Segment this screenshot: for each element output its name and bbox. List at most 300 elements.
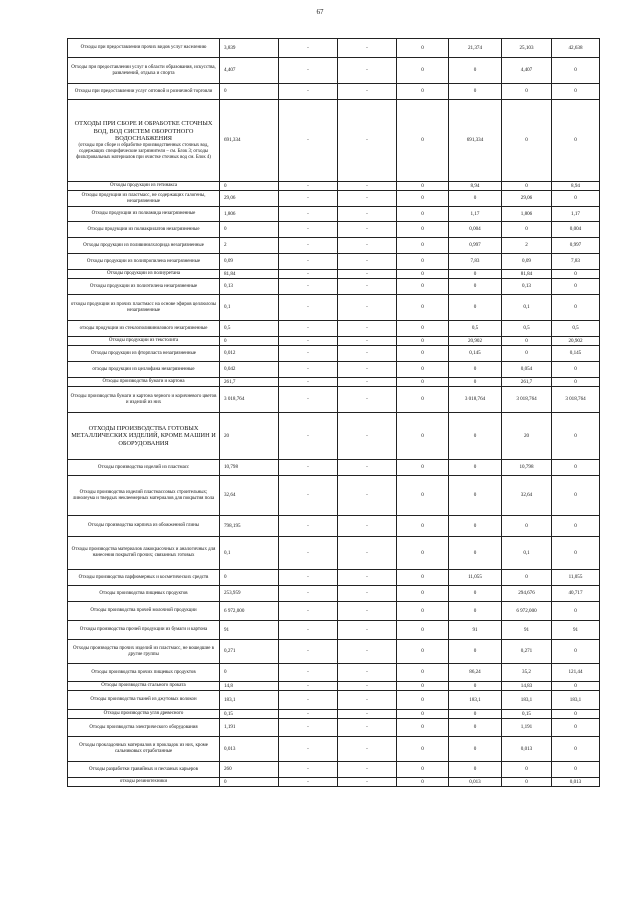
value-cell-col4: 0	[397, 238, 449, 254]
value-cell-col2: -	[279, 222, 338, 238]
value-cell-col4: 0	[397, 279, 449, 295]
value-cell-col5: 0	[449, 279, 502, 295]
value-cell-col4: 0	[397, 640, 449, 664]
value-cell-col7: 0	[552, 737, 600, 762]
value-cell-col3: -	[338, 476, 397, 516]
value-cell-col7: 0	[552, 413, 600, 460]
waste-type-cell	[68, 719, 220, 737]
waste-type-name: Отходы производства изделий из пластмасс	[97, 464, 190, 470]
value-cell-col5: 7,83	[449, 254, 502, 270]
value-cell-col6: 0	[502, 516, 552, 537]
value-cell-col1: 0,012	[220, 346, 279, 362]
waste-type-cell	[68, 58, 220, 84]
value-cell-col1: 0	[220, 337, 279, 346]
value-cell-col2: -	[279, 279, 338, 295]
value-cell-col7: 0	[552, 295, 600, 321]
value-cell-col6: 0,054	[502, 362, 552, 378]
value-cell-col3: -	[338, 537, 397, 570]
value-cell-col3: -	[338, 58, 397, 84]
waste-type-name: Отходы разработки гравийных и песчаных карьеров	[89, 766, 198, 772]
value-cell-col5: 0	[449, 295, 502, 321]
value-cell-col6: 1,191	[502, 719, 552, 737]
value-cell-col3: -	[338, 39, 397, 58]
value-cell-col2: -	[279, 570, 338, 586]
value-cell-col3: -	[338, 191, 397, 207]
value-cell-col7: 0	[552, 378, 600, 387]
value-cell-col6: 4,407	[502, 58, 552, 84]
value-cell-col3: -	[338, 254, 397, 270]
value-cell-col7: 0	[552, 682, 600, 691]
value-cell-col4: 0	[397, 222, 449, 238]
waste-type-name: Отходы продукции из полиамида незагрязненные	[91, 211, 196, 216]
value-cell-col2: -	[279, 58, 338, 84]
value-cell-col1: 0,09	[220, 254, 279, 270]
value-cell-col5: 0	[449, 640, 502, 664]
waste-type-cell	[68, 191, 220, 207]
waste-type-name: Отходы производства материалов лакокрасочных и аналогичных для нанесения покрытий прочих; связанных готовых	[71, 547, 216, 558]
value-cell-col4: 0	[397, 762, 449, 778]
table-row	[68, 337, 600, 346]
value-cell-col2: -	[279, 207, 338, 222]
waste-type-name: Отходы продукции из текстолита	[108, 338, 179, 343]
value-cell-col5: 0	[449, 586, 502, 602]
table-row	[68, 719, 600, 737]
value-cell-col4: 0	[397, 387, 449, 413]
waste-type-name: Отходы производства угля древесного	[103, 711, 184, 716]
value-cell-col2: -	[279, 737, 338, 762]
waste-type-name: ОТХОДЫ ПРОИЗВОДСТВА ГОТОВЫХ МЕТАЛЛИЧЕСКИХ ИЗДЕЛИЙ, КРОМЕ МАШИН И ОБОРУДОВАНИЯ	[71, 424, 216, 447]
value-cell-col4: 0	[397, 570, 449, 586]
table-row	[68, 321, 600, 337]
value-cell-col2: -	[279, 84, 338, 100]
value-cell-col2: -	[279, 691, 338, 710]
value-cell-col6: 3 018,764	[502, 387, 552, 413]
waste-type-name: Отходы продукции из полиэтилена незагрязненные	[89, 283, 198, 289]
value-cell-col6: 0,15	[502, 710, 552, 719]
value-cell-col3: -	[338, 321, 397, 337]
value-cell-col2: -	[279, 778, 338, 787]
waste-type-cell	[68, 84, 220, 100]
waste-type-cell	[68, 100, 220, 182]
table-row	[68, 460, 600, 476]
waste-type-cell	[68, 337, 220, 346]
value-cell-col6: 0,13	[502, 279, 552, 295]
value-cell-col6: 0	[502, 337, 552, 346]
value-cell-col1: 4,407	[220, 58, 279, 84]
value-cell-col7: 20,902	[552, 337, 600, 346]
table-row	[68, 664, 600, 682]
value-cell-col4: 0	[397, 337, 449, 346]
table-row	[68, 39, 600, 58]
value-cell-col4: 0	[397, 295, 449, 321]
value-cell-col7: 42,638	[552, 39, 600, 58]
waste-type-name: Отходы производства бумаги и картона	[102, 379, 185, 384]
waste-type-cell	[68, 346, 220, 362]
waste-type-name: Отходы производства изделий пластмассовых строительных; линолеума и твердых неклеемерных материалов для покрытия пола	[72, 489, 215, 501]
value-cell-col5: 0	[449, 537, 502, 570]
value-cell-col7: 11,055	[552, 570, 600, 586]
value-cell-col7: 0,013	[552, 778, 600, 787]
value-cell-col7: 0	[552, 640, 600, 664]
value-cell-col6: 0,013	[502, 737, 552, 762]
value-cell-col7: 8,94	[552, 182, 600, 191]
value-cell-col6: 0,1	[502, 537, 552, 570]
value-cell-col7: 0	[552, 58, 600, 84]
waste-type-cell	[68, 570, 220, 586]
value-cell-col4: 0	[397, 537, 449, 570]
waste-type-cell	[68, 778, 220, 787]
waste-type-cell	[68, 460, 220, 476]
value-cell-col3: -	[338, 362, 397, 378]
value-cell-col4: 0	[397, 100, 449, 182]
value-cell-col6: 1,806	[502, 207, 552, 222]
table-row	[68, 387, 600, 413]
waste-type-cell	[68, 476, 220, 516]
value-cell-col1: 260	[220, 762, 279, 778]
value-cell-col3: -	[338, 378, 397, 387]
table-row	[68, 682, 600, 691]
value-cell-col1: 1,191	[220, 719, 279, 737]
value-cell-col6: 0,1	[502, 295, 552, 321]
value-cell-col7: 0,145	[552, 346, 600, 362]
value-cell-col6: 20	[502, 413, 552, 460]
value-cell-col4: 0	[397, 602, 449, 621]
value-cell-col4: 0	[397, 778, 449, 787]
waste-type-cell	[68, 270, 220, 279]
value-cell-col4: 0	[397, 207, 449, 222]
value-cell-col7: 0	[552, 476, 600, 516]
value-cell-col5: 0	[449, 460, 502, 476]
value-cell-col3: -	[338, 778, 397, 787]
value-cell-col6: 32,64	[502, 476, 552, 516]
waste-type-name: отходы резинотехники	[119, 779, 168, 784]
value-cell-col7: 7,83	[552, 254, 600, 270]
value-cell-col3: -	[338, 691, 397, 710]
waste-type-name: отходы продукции из целлофана незагрязненные	[92, 366, 195, 372]
value-cell-col5: 0	[449, 84, 502, 100]
value-cell-col6: 6 972,000	[502, 602, 552, 621]
table-row	[68, 586, 600, 602]
value-cell-col6: 0	[502, 84, 552, 100]
waste-type-cell	[68, 413, 220, 460]
value-cell-col4: 0	[397, 58, 449, 84]
value-cell-col5: 86,24	[449, 664, 502, 682]
value-cell-col3: -	[338, 238, 397, 254]
value-cell-col2: -	[279, 537, 338, 570]
value-cell-col4: 0	[397, 413, 449, 460]
value-cell-col7: 0	[552, 84, 600, 100]
value-cell-col2: -	[279, 460, 338, 476]
value-cell-col3: -	[338, 346, 397, 362]
waste-type-cell	[68, 762, 220, 778]
value-cell-col1: 0	[220, 182, 279, 191]
waste-type-name: Отходы продукции из гетинакса	[109, 183, 178, 188]
value-cell-col1: 6 972,000	[220, 602, 279, 621]
waste-type-cell	[68, 691, 220, 710]
waste-type-name: Отходы производства парфюмерных и косметических средств	[78, 574, 209, 580]
table-row	[68, 362, 600, 378]
value-cell-col5: 0,145	[449, 346, 502, 362]
waste-type-cell	[68, 387, 220, 413]
value-cell-col7: 3 018,764	[552, 387, 600, 413]
value-cell-col3: -	[338, 182, 397, 191]
waste-type-name: Отходы продукции из фторпласта незагрязненные	[91, 350, 196, 356]
waste-type-name: Отходы производства стального проката	[101, 683, 186, 688]
value-cell-col4: 0	[397, 346, 449, 362]
value-cell-col2: -	[279, 295, 338, 321]
value-cell-col3: -	[338, 222, 397, 238]
value-cell-col3: -	[338, 84, 397, 100]
waste-type-name: Отходы при предоставлении прочих видов услуг населению	[80, 45, 207, 50]
value-cell-col3: -	[338, 586, 397, 602]
waste-type-cell	[68, 207, 220, 222]
waste-type-name: Отходы при предоставлении услуг оптовой и розничной торговли	[74, 88, 213, 94]
value-cell-col3: -	[338, 460, 397, 476]
waste-type-cell	[68, 238, 220, 254]
table-row	[68, 378, 600, 387]
value-cell-col7: 183,1	[552, 691, 600, 710]
value-cell-col3: -	[338, 413, 397, 460]
table-row	[68, 100, 600, 182]
value-cell-col7: 0,004	[552, 222, 600, 238]
waste-type-cell	[68, 279, 220, 295]
value-cell-col5: 691,334	[449, 100, 502, 182]
value-cell-col5: 11,055	[449, 570, 502, 586]
value-cell-col3: -	[338, 270, 397, 279]
table-row	[68, 222, 600, 238]
value-cell-col1: 0	[220, 570, 279, 586]
value-cell-col1: 253,959	[220, 586, 279, 602]
value-cell-col5: 0,997	[449, 238, 502, 254]
value-cell-col6: 14,83	[502, 682, 552, 691]
value-cell-col6: 294,676	[502, 586, 552, 602]
value-cell-col6: 0	[502, 222, 552, 238]
waste-type-cell	[68, 682, 220, 691]
value-cell-col4: 0	[397, 664, 449, 682]
value-cell-col1: 29,06	[220, 191, 279, 207]
table-row	[68, 346, 600, 362]
value-cell-col1: 14,8	[220, 682, 279, 691]
value-cell-col4: 0	[397, 270, 449, 279]
value-cell-col5: 0	[449, 270, 502, 279]
waste-type-cell	[68, 537, 220, 570]
value-cell-col7: 0	[552, 762, 600, 778]
waste-type-cell	[68, 586, 220, 602]
value-cell-col2: -	[279, 710, 338, 719]
waste-type-name: Отходы прокладочных материалов и прокладок из них, кроме сальниковых отработанные	[79, 743, 208, 754]
table-row	[68, 778, 600, 787]
value-cell-col7: 0	[552, 602, 600, 621]
value-cell-col5: 0,013	[449, 778, 502, 787]
value-cell-col4: 0	[397, 719, 449, 737]
value-cell-col6: 0,09	[502, 254, 552, 270]
value-cell-col7: 0,5	[552, 321, 600, 337]
waste-type-name: отходы продукции из прочих пластмасс на основе эфиров целлюлозы незагрязненные	[70, 301, 217, 313]
value-cell-col7: 0	[552, 710, 600, 719]
value-cell-col3: -	[338, 640, 397, 664]
value-cell-col6: 91	[502, 621, 552, 640]
waste-type-cell	[68, 710, 220, 719]
waste-type-cell	[68, 295, 220, 321]
value-cell-col7: 121,44	[552, 664, 600, 682]
value-cell-col4: 0	[397, 321, 449, 337]
value-cell-col3: -	[338, 100, 397, 182]
value-cell-col5: 8,94	[449, 182, 502, 191]
value-cell-col4: 0	[397, 182, 449, 191]
value-cell-col6: 261,7	[502, 378, 552, 387]
value-cell-col3: -	[338, 337, 397, 346]
value-cell-col6: 0,271	[502, 640, 552, 664]
waste-type-name: Отходы производства пищевых продуктов	[99, 590, 188, 596]
value-cell-col5: 20,902	[449, 337, 502, 346]
waste-type-cell	[68, 516, 220, 537]
waste-type-cell	[68, 378, 220, 387]
value-cell-col1: 0	[220, 222, 279, 238]
table-row	[68, 570, 600, 586]
value-cell-col3: -	[338, 682, 397, 691]
value-cell-col4: 0	[397, 516, 449, 537]
waste-type-cell	[68, 737, 220, 762]
value-cell-col4: 0	[397, 621, 449, 640]
value-cell-col4: 0	[397, 710, 449, 719]
value-cell-col1: 2	[220, 238, 279, 254]
table-row	[68, 84, 600, 100]
waste-type-name: Отходы продукции из пластмасс, не содержащих галогены, незагрязненные	[81, 192, 206, 204]
value-cell-col5: 0,5	[449, 321, 502, 337]
value-cell-col7: 0	[552, 516, 600, 537]
value-cell-col5: 0	[449, 682, 502, 691]
table-row	[68, 279, 600, 295]
value-cell-col1: 183,1	[220, 691, 279, 710]
table-row	[68, 537, 600, 570]
value-cell-col2: -	[279, 621, 338, 640]
value-cell-col6: 0	[502, 100, 552, 182]
table-row	[68, 254, 600, 270]
waste-table-body	[68, 39, 600, 787]
waste-table	[67, 38, 600, 787]
value-cell-col5: 0	[449, 58, 502, 84]
waste-type-cell	[68, 222, 220, 238]
value-cell-col2: -	[279, 640, 338, 664]
waste-type-cell	[68, 602, 220, 621]
value-cell-col5: 91	[449, 621, 502, 640]
table-row	[68, 413, 600, 460]
value-cell-col2: -	[279, 254, 338, 270]
value-cell-col1: 798,195	[220, 516, 279, 537]
value-cell-col2: -	[279, 191, 338, 207]
value-cell-col2: -	[279, 100, 338, 182]
value-cell-col7: 40,717	[552, 586, 600, 602]
page-number: 67	[316, 8, 324, 16]
waste-type-cell	[68, 254, 220, 270]
value-cell-col2: -	[279, 682, 338, 691]
waste-type-name: ОТХОДЫ ПРИ СБОРЕ И ОБРАБОТКЕ СТОЧНЫХ ВОД, ВОД СИСТЕМ ОБОРОТНОГО ВОДОСНАБЖЕНИЯ	[74, 120, 213, 143]
value-cell-col7: 0	[552, 270, 600, 279]
value-cell-col5: 183,1	[449, 691, 502, 710]
value-cell-col2: -	[279, 387, 338, 413]
value-cell-col7: 1,17	[552, 207, 600, 222]
value-cell-col3: -	[338, 762, 397, 778]
value-cell-col5: 0	[449, 378, 502, 387]
value-cell-col1: 0	[220, 664, 279, 682]
waste-type-cell	[68, 362, 220, 378]
value-cell-col7: 0	[552, 279, 600, 295]
table-row	[68, 602, 600, 621]
table-row	[68, 710, 600, 719]
value-cell-col2: -	[279, 270, 338, 279]
value-cell-col1: 0,042	[220, 362, 279, 378]
value-cell-col1: 0,271	[220, 640, 279, 664]
value-cell-col4: 0	[397, 460, 449, 476]
value-cell-col4: 0	[397, 84, 449, 100]
value-cell-col2: -	[279, 516, 338, 537]
table-row	[68, 270, 600, 279]
waste-type-name: Отходы производства тканей из джутовых волокон	[90, 697, 197, 702]
value-cell-col1: 10,798	[220, 460, 279, 476]
waste-type-name: Отходы продукции из полипропилена незагрязненные	[86, 258, 201, 264]
value-cell-col7: 0,997	[552, 238, 600, 254]
waste-type-cell	[68, 321, 220, 337]
value-cell-col6: 35,2	[502, 664, 552, 682]
value-cell-col2: -	[279, 39, 338, 58]
value-cell-col1: 0,013	[220, 737, 279, 762]
value-cell-col4: 0	[397, 39, 449, 58]
value-cell-col1: 1,806	[220, 207, 279, 222]
value-cell-col5: 0	[449, 719, 502, 737]
value-cell-col1: 0,15	[220, 710, 279, 719]
waste-type-cell	[68, 640, 220, 664]
table-row	[68, 737, 600, 762]
value-cell-col6: 10,798	[502, 460, 552, 476]
value-cell-col5: 0	[449, 191, 502, 207]
value-cell-col2: -	[279, 238, 338, 254]
value-cell-col6: 29,06	[502, 191, 552, 207]
table-row	[68, 295, 600, 321]
table-row	[68, 516, 600, 537]
waste-type-note: (отходы при сборе и обработке производственных сточных вод, содержащих специфические загрязнители – см. Блок 3; отходы фильтровальных материалов при очистке сточных вод см. Блок 4)	[76, 142, 211, 160]
value-cell-col2: -	[279, 346, 338, 362]
table-row	[68, 207, 600, 222]
value-cell-col1: 81,84	[220, 270, 279, 279]
waste-type-name: Отходы при предоставлении услуг в области образования, искусства, развлечений, отдыха и спорта	[71, 64, 216, 76]
value-cell-col4: 0	[397, 362, 449, 378]
waste-type-name: Отходы продукции из поливинилхлорида незагрязненные	[83, 242, 204, 248]
value-cell-col1: 91	[220, 621, 279, 640]
table-row	[68, 182, 600, 191]
value-cell-col3: -	[338, 516, 397, 537]
value-cell-col1: 32,64	[220, 476, 279, 516]
value-cell-col2: -	[279, 586, 338, 602]
value-cell-col5: 0	[449, 362, 502, 378]
table-row	[68, 191, 600, 207]
value-cell-col7: 0	[552, 191, 600, 207]
value-cell-col3: -	[338, 295, 397, 321]
waste-type-name: Отходы производства бумаги и картона черного и коричневого цветов и изделий из них	[70, 393, 217, 405]
waste-type-name: Отходы производства электрического оборудования	[89, 724, 198, 730]
value-cell-col6: 0	[502, 762, 552, 778]
value-cell-col4: 0	[397, 682, 449, 691]
value-cell-col1: 691,334	[220, 100, 279, 182]
value-cell-col4: 0	[397, 191, 449, 207]
table-row	[68, 640, 600, 664]
value-cell-col1: 0	[220, 778, 279, 787]
value-cell-col6: 0	[502, 570, 552, 586]
value-cell-col2: -	[279, 476, 338, 516]
value-cell-col4: 0	[397, 691, 449, 710]
value-cell-col1: 0,5	[220, 321, 279, 337]
table-row	[68, 476, 600, 516]
waste-type-name: отходы продукции из стеклополивинилового незагрязненные	[79, 325, 208, 331]
